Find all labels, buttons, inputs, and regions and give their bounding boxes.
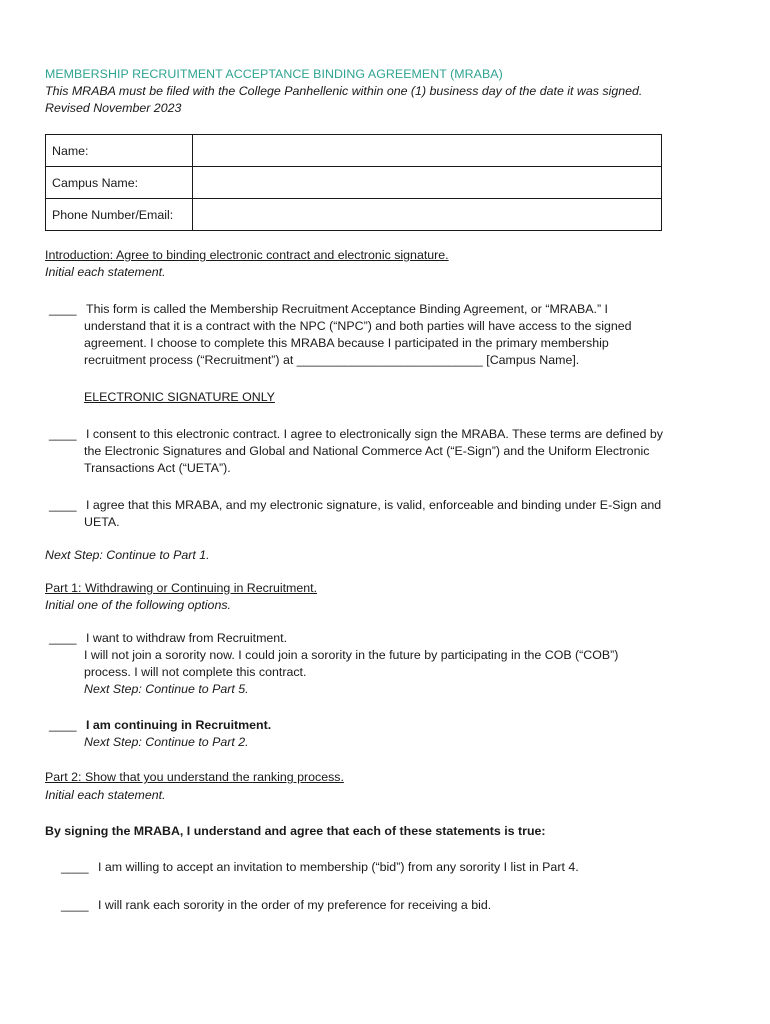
statement-line: I am willing to accept an invitation to membership (“bid”) from any sorority I list in Part 4. xyxy=(98,860,579,874)
phone-email-field[interactable] xyxy=(193,199,662,231)
name-field[interactable] xyxy=(193,135,662,167)
initial-blank[interactable]: ____ xyxy=(49,631,77,645)
statement-line: agreement. I choose to complete this MRABA because I participated in the primary membership xyxy=(84,336,609,350)
statement-line: the Electronic Signatures and Global and National Commerce Act (“E-Sign”) and the Uniform Electronic xyxy=(84,444,650,458)
introduction-instruction: Initial each statement. xyxy=(45,265,166,279)
option-next-step: Next Step: Continue to Part 5. xyxy=(84,682,249,696)
statement-line: I will not join a sorority now. I could join a sorority in the future by participating in the COB (“COB”) xyxy=(84,648,619,662)
initial-blank[interactable]: ____ xyxy=(49,427,77,441)
initial-blank[interactable]: ____ xyxy=(61,898,89,912)
statement-line: I agree that this MRABA, and my electronic signature, is valid, enforceable and binding under E-Sign and xyxy=(86,498,662,512)
part2-lead: By signing the MRABA, I understand and agree that each of these statements is true: xyxy=(45,824,546,838)
intro-next-step: Next Step: Continue to Part 1. xyxy=(45,548,210,562)
statement-line: I am continuing in Recruitment. xyxy=(86,718,272,732)
phone-email-label: Phone Number/Email: xyxy=(46,199,193,231)
statement-line: I will rank each sorority in the order of my preference for receiving a bid. xyxy=(98,898,492,912)
campus-name-label: Campus Name: xyxy=(46,167,193,199)
statement-line: understand that it is a contract with the NPC (“NPC”) and both parties will have access to the signed xyxy=(84,319,632,333)
initial-blank[interactable]: ____ xyxy=(49,718,77,732)
campus-name-field[interactable] xyxy=(193,167,662,199)
intro-statement-3 xyxy=(49,497,729,531)
statement-line: Transactions Act (“UETA”). xyxy=(84,461,231,475)
filing-note: This MRABA must be filed with the College Panhellenic within one (1) business day of the date it was signed. xyxy=(45,84,643,98)
statement-line: I want to withdraw from Recruitment. xyxy=(86,631,288,645)
option-next-step: Next Step: Continue to Part 2. xyxy=(84,735,249,749)
part1-instruction: Initial one of the following options. xyxy=(45,598,231,612)
part2-statement-1 xyxy=(61,859,741,876)
part1-option-continue xyxy=(49,717,729,751)
initial-blank[interactable]: ____ xyxy=(49,302,77,316)
document-title: MEMBERSHIP RECRUITMENT ACCEPTANCE BINDING AGREEMENT (MRABA) xyxy=(45,67,503,81)
part2-instruction: Initial each statement. xyxy=(45,788,166,802)
intro-statement-1 xyxy=(49,301,729,369)
part1-heading: Part 1: Withdrawing or Continuing in Recruitment. xyxy=(45,581,318,595)
part1-option-withdraw xyxy=(49,630,729,698)
intro-statement-2 xyxy=(49,426,729,477)
table-row xyxy=(46,135,662,167)
initial-blank[interactable]: ____ xyxy=(61,860,89,874)
revised-date: Revised November 2023 xyxy=(45,101,182,115)
table-row xyxy=(46,167,662,199)
statement-line: UETA. xyxy=(84,515,120,529)
statement-line: I consent to this electronic contract. I agree to electronically sign the MRABA. These terms are defined by xyxy=(86,427,663,441)
name-label: Name: xyxy=(46,135,193,167)
introduction-heading: Introduction: Agree to binding electronic contract and electronic signature. xyxy=(45,248,449,262)
statement-line: recruitment process (“Recruitment”) at ___________________________ [Campus Name]. xyxy=(84,353,580,367)
part2-statement-2 xyxy=(61,897,741,914)
electronic-signature-label: ELECTRONIC SIGNATURE ONLY xyxy=(84,390,275,404)
initial-blank[interactable]: ____ xyxy=(49,498,77,512)
part2-heading: Part 2: Show that you understand the ranking process. xyxy=(45,770,344,784)
info-table xyxy=(45,134,662,231)
statement-line: process. I will not complete this contract. xyxy=(84,665,307,679)
statement-line: This form is called the Membership Recruitment Acceptance Binding Agreement, or “MRABA.” I xyxy=(86,302,608,316)
table-row xyxy=(46,199,662,231)
